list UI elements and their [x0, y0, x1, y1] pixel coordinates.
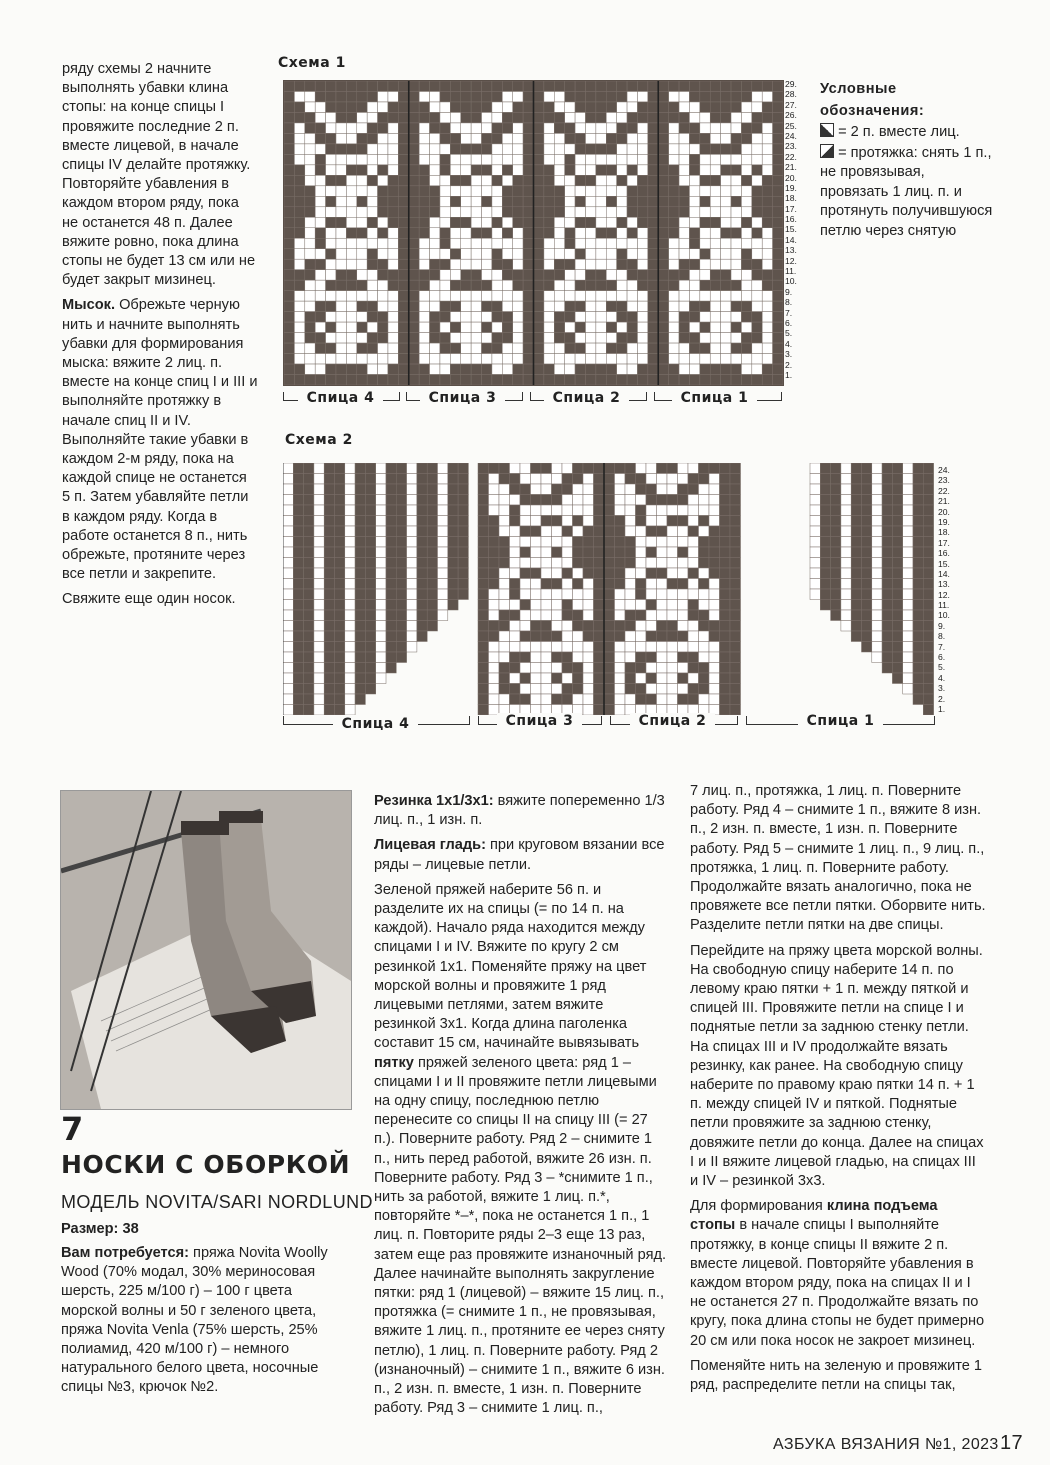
article-title: НОСКИ С ОБОРКОЙ — [61, 1150, 351, 1179]
scheme2-needle-3: Спица 3 — [497, 713, 582, 729]
left-column — [62, 60, 258, 616]
size-label: Размер: 38 — [61, 1221, 139, 1237]
materials-heading: Вам потребуется: — [61, 1245, 189, 1261]
scheme2-row-numbers: 24. 23. 22. 21. 20. 19. 18. 17. 16. 15. 14. 13. 12. 11. 10. 9. 8. 7. 6. 5. 4. 3. 2. 1. — [938, 465, 950, 714]
socks-photo — [60, 790, 352, 1110]
article-number: 7 — [61, 1110, 84, 1148]
middle-instructions: Зеленой пряжей наберите 56 п. и разделите их на спицы (= по 14 п. на каждой). Начало ряда находится между спицами I и IV. Вяжите по кругу 2 см резинкой 1х1. Поменяйте пряжу на цвет морской волны и провяжите 1 ряд лицевыми петлями, затем вяжите резинкой 3х1. Когда длина паголенка составит 15 см, начинайте вывязывать пятку пряжей зеленого цвета: ряд 1 – спицами I и II провяжите петли лицевыми на одну спицу, последнюю петлю перенесите со спицы II на спицу III (= 27 п.). Поверните работу. Ряд 2 – снимите 1 п., нить перед работой, вяжите 26 изн. п. Поверните работу. Ряд 3 – *снимите 1 п., нить за работой, вяжите 1 лиц. п.*, повторяйте *–*, пока не останется 1 п., 1 лиц. п. Повторите ряды 2–3 еще 13 раз, затем еще раз провяжите изнаночный ряд. Далее начинайте выполнять закругление пятки: ряд 1 (лицевой) – вяжите 15 лиц. п., протяжка (= снимите 1 п., не провязывая, вяжите 1 лиц. п., протяните ее через сняту петлю), 1 лиц. п. Поверните работу. Ряд 2 (изнаночный) – снимите 1 п., вяжите 6 изн. п., 2 изн. п. вместе, 1 изн. п. Поверните работу. Ряд 3 – снимите 1 лиц. п., — [374, 881, 667, 1417]
scheme1-chart — [283, 80, 784, 386]
scheme2-needle-4: Спица 4 — [333, 716, 418, 732]
materials — [61, 1244, 351, 1398]
stockinette-paragraph: Лицевая гладь: при круговом вязании все ряды – лицевые петли. — [374, 837, 665, 873]
legend-item-2: = протяжка: снять 1 п., не провязывая, провязать 1 лиц. п. и протянуть получившуюся петлю через снятую — [820, 144, 993, 239]
scheme2-needle-1: Спица 1 — [798, 713, 883, 729]
scheme1-title: Схема 1 — [278, 55, 346, 71]
toe-text: Обрежьте черную нить и начните выполнять убавки для формирования мыска: вяжите 2 лиц. п. вместе на конце спиц I и III и выполняйте протяжку в начале спиц II и IV. Выполняйте такие убавки в каждом 2-м ряду, пока на каждой спице не останется 5 п. Затем убавляйте петли в каждом ряду. Когда в работе останется 8 п., нить обрежьте, протяните через все петли и закрепите. — [62, 297, 258, 583]
scheme2-title: Схема 2 — [285, 432, 353, 448]
toe-heading: Мысок. — [62, 297, 116, 314]
right-paragraph-2: Перейдите на пряжу цвета морской волны. На свободную спицу наберите 14 п. по левому краю пятки + 1 п. между пяткой и спицей III. Провяжите петли на спице I и поднятые петли за заднюю стенку петли. На спицах III и IV продолжайте вязать резинку, как ранее. На свободную спицу наберите по правому краю пятки 14 п. + 1 п. между спицей IV и пяткой. Поднятые петли провяжите за заднюю стенку, довяжите петли до конца. Далее на спицах I и II вяжите лицевой гладью, на спицах III и IV – резинкой 3х3. — [690, 942, 984, 1190]
left-paragraph-1: ряду схемы 2 начните выполнять убавки клина стопы: на конце спицы I провяжите последние 2 п. вместе лицевой, в начале спицы IV делайте протяжку. Повторяйте убавления в каждом втором ряду, пока не останется 48 п. Далее вяжите ровно, пока длина стопы не будет 13 см или не будет закрыт мизинец. — [62, 61, 256, 289]
footer-page-number: 17 — [1000, 1432, 1024, 1454]
skpo-icon — [820, 144, 834, 158]
scheme1-needle-2: Спица 2 — [544, 390, 629, 406]
article-model: МОДЕЛЬ NOVITA/SARI NORDLUND — [61, 1192, 373, 1212]
legend-item-1: = 2 п. вместе лиц. — [820, 122, 995, 144]
right-paragraph-3: Для формирования клина подъема стопы в начале спицы I выполняйте протяжку, в конце спицы II вяжите 2 п. вместе лицевой. Повторяйте убавления в каждом втором ряду, пока на спицах II и I не останется 27 п. Продолжайте вязать по кругу, пока длина стопы не будет примерно 20 см или пока носок не закроет мизинец. — [690, 1198, 985, 1349]
scheme1-needle-1: Спица 1 — [672, 390, 757, 406]
left-paragraph-2 — [62, 296, 258, 584]
legend — [820, 79, 995, 241]
rib-paragraph: Резинка 1х1/3х1: вяжите попеременно 1/3 лиц. п., 1 изн. п. — [374, 793, 665, 829]
right-paragraph-4: Поменяйте нить на зеленую и провяжите 1 ряд, распределите петли на спицы так, — [690, 1357, 983, 1394]
scheme1-row-numbers: 29. 28. 27. 26. 25. 24. 23. 22. 21. 20. 19. 18. 17. 16. 15. 14. 13. 12. 11. 10. 9. 8. 7. 6. 5. 4. 3. 2. 1. — [785, 79, 797, 380]
k2tog-icon — [820, 123, 834, 137]
legend-title: Условные обозначения: — [820, 81, 925, 119]
scheme1-needle-4: Спица 4 — [298, 390, 383, 406]
middle-column — [374, 792, 668, 1425]
footer-magazine: АЗБУКА ВЯЗАНИЯ №1, 2023 — [773, 1436, 999, 1453]
left-paragraph-3: Свяжите еще один носок. — [62, 591, 236, 608]
right-paragraph-1: 7 лиц. п., протяжка, 1 лиц. п. Поверните работу. Ряд 4 – снимите 1 п., вяжите 8 изн. п., 2 изн. п. вместе, 1 изн. п. Поверните работу. Ряд 5 – снимите 1 лиц. п., 9 лиц. п., протяжка, 1 лиц. п. Поверните работу. Продолжайте вязать аналогично, пока не провяжете все петли пятки. Оборвите нить. Разделите петли пятки на две спицы. — [690, 783, 986, 934]
materials-text: пряжа Novita Woolly Wood (70% модал, 30% мериносовая шерсть, 225 м/100 г) – 100 г цвета морской волны и 50 г зеленого цвета, пряжа Novita Venla (75% шерсть, 25% полиамид, 420 м/100 г) – немного натурального белого цвета, носочные спицы №3, крючок №2. — [61, 1245, 328, 1396]
scheme2-needle-2: Спица 2 — [630, 713, 715, 729]
right-column — [690, 782, 986, 1401]
socks-illustration — [61, 791, 351, 1109]
scheme1-needle-3: Спица 3 — [420, 390, 505, 406]
scheme2-chart — [283, 463, 935, 715]
